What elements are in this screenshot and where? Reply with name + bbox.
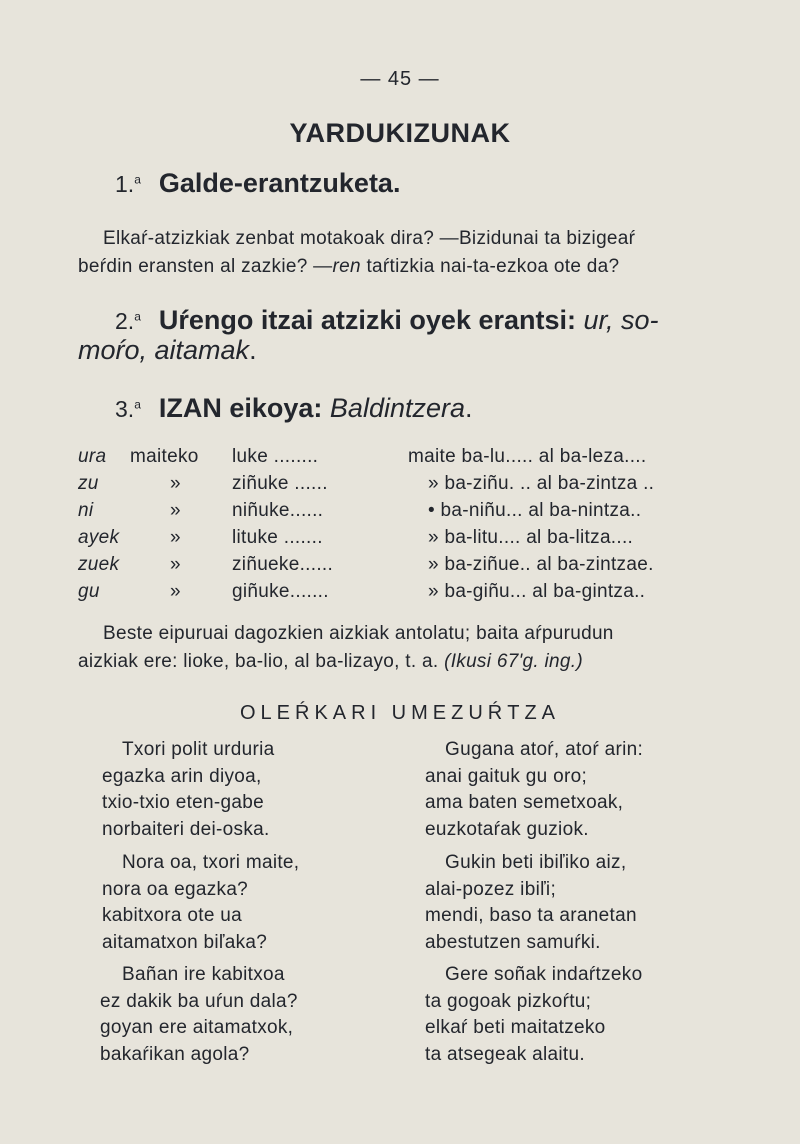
poem-line: alai-pozez ibiľi; [425, 878, 557, 900]
pronoun: zu [78, 473, 99, 494]
poem-line: anai gaituk gu oro; [425, 765, 588, 787]
section-2-line-2: moŕo, aitamak. [78, 335, 257, 365]
verb: » [170, 527, 181, 548]
conditional-form: giñuke....... [232, 581, 329, 602]
poem-right-stanza-2 [425, 850, 637, 956]
section-1-heading [115, 168, 400, 199]
poem-right-stanza-3 [425, 962, 643, 1068]
conditional-form: lituke ....... [232, 527, 323, 548]
pronoun: ura [78, 446, 107, 467]
poem-line: bakaŕikan agola? [100, 1043, 250, 1065]
poem-line: txio-txio eten-gabe [102, 792, 265, 813]
page-title: YARDUKIZUNAK [289, 118, 511, 148]
conditional-form: luke ........ [232, 446, 319, 467]
poem-line: ta gogoak pizkoŕtu; [425, 990, 592, 1012]
poem-line: Gugana atoŕ, atoŕ arin: [445, 739, 644, 760]
poem-left-stanza-3 [100, 962, 298, 1068]
poem-line: abestutzen samuŕki. [425, 931, 601, 953]
verb: » [170, 581, 181, 602]
note-line-2: aizkiak ere: lioke, ba-lio, al ba-lizayo, t. a. (Ikusi 67'g. ing.) [78, 651, 583, 672]
poem-line: ama baten semetxoak, [425, 792, 624, 813]
poem-left-stanza-2 [102, 850, 300, 956]
hypothetical-form: » ba-ziñue.. al ba-zintzae. [428, 554, 654, 575]
section-number: 2.$^a$ [115, 308, 141, 334]
poem-line: ta atsegeak alaitu. [425, 1043, 585, 1065]
verb: » [170, 554, 181, 575]
section-3-heading: 3.$^a$ IZAN eikoya: Baldintzera. [115, 393, 473, 423]
pronoun: gu [78, 581, 100, 602]
section-number: 1.$^a$ [115, 171, 141, 197]
poem-line: mendi, baso ta aranetan [425, 905, 637, 926]
poem-right-stanza-1 [425, 737, 644, 843]
section-title: Galde-erantzuketa. [158, 168, 401, 198]
poem-line: Bañan ire kabitxoa [122, 964, 285, 985]
poem-line: Nora oa, txori maite, [122, 852, 300, 873]
conditional-form: ziñueke...... [232, 554, 334, 575]
poem-line: aitamatxon biľaka? [102, 931, 268, 953]
poem-line: elkaŕ beti maitatzeko [425, 1017, 606, 1038]
conditional-form: niñuke...... [232, 500, 324, 521]
section-title: IZAN eikoya: [158, 393, 323, 423]
section-1-line-2: beŕdin eransten al zazkie? —ren taŕtizkia nai-ta-ezkoa ote da? [78, 256, 620, 277]
poem-line: goyan ere aitamatxok, [100, 1017, 294, 1038]
pronoun: ni [78, 500, 94, 521]
verb: » [170, 473, 181, 494]
pronoun: ayek [78, 527, 120, 548]
conditional-form: ziñuke ...... [232, 473, 328, 494]
poem-line: norbaiteri dei-oska. [102, 818, 270, 840]
pronoun: zuek [78, 554, 120, 575]
hypothetical-form: » ba-litu.... al ba-litza.... [428, 527, 634, 548]
section-number: 3.$^a$ [115, 396, 141, 422]
hypothetical-form: • ba-niñu... al ba-nintza.. [428, 500, 642, 521]
page-number: — 45 — [360, 68, 440, 90]
section-2-heading: 2.$^a$ Uŕengo itzai atzizki oyek erantsi: ur, so- [115, 305, 659, 335]
note-line-1: Beste eipuruai dagozkien aizkiak antolatu; baita aŕpurudun [103, 623, 614, 644]
hypothetical-form: » ba-giñu... al ba-gintza.. [428, 581, 646, 602]
poem-line: ez dakik ba uŕun dala? [100, 990, 298, 1012]
section-title: Uŕengo itzai atzizki oyek erantsi: [158, 305, 576, 335]
hypothetical-form: » ba-ziñu. .. al ba-zintza .. [428, 473, 655, 494]
poem-line: nora oa egazka? [102, 878, 249, 900]
poem-line: egazka arin diyoa, [102, 765, 262, 787]
poem-line: Gere soñak indaŕtzeko [445, 964, 643, 985]
verb: maiteko [130, 446, 199, 467]
poem-title: OLEŔKARI UMEZUŔTZA [239, 702, 561, 724]
section-1-line-1: Elkaŕ-atzizkiak zenbat motakoak dira? —Bizidunai ta bizigeaŕ [103, 228, 636, 249]
hypothetical-form: maite ba-lu..... al ba-leza.... [408, 446, 647, 467]
poem-left-stanza-1 [102, 737, 275, 843]
poem-line: euzkotaŕak guziok. [425, 818, 589, 840]
poem-line: Txori polit urduria [122, 739, 275, 760]
verb: » [170, 500, 181, 521]
poem-line: kabitxora ote ua [102, 905, 242, 926]
poem-line: Gukin beti ibiľiko aiz, [445, 852, 627, 873]
